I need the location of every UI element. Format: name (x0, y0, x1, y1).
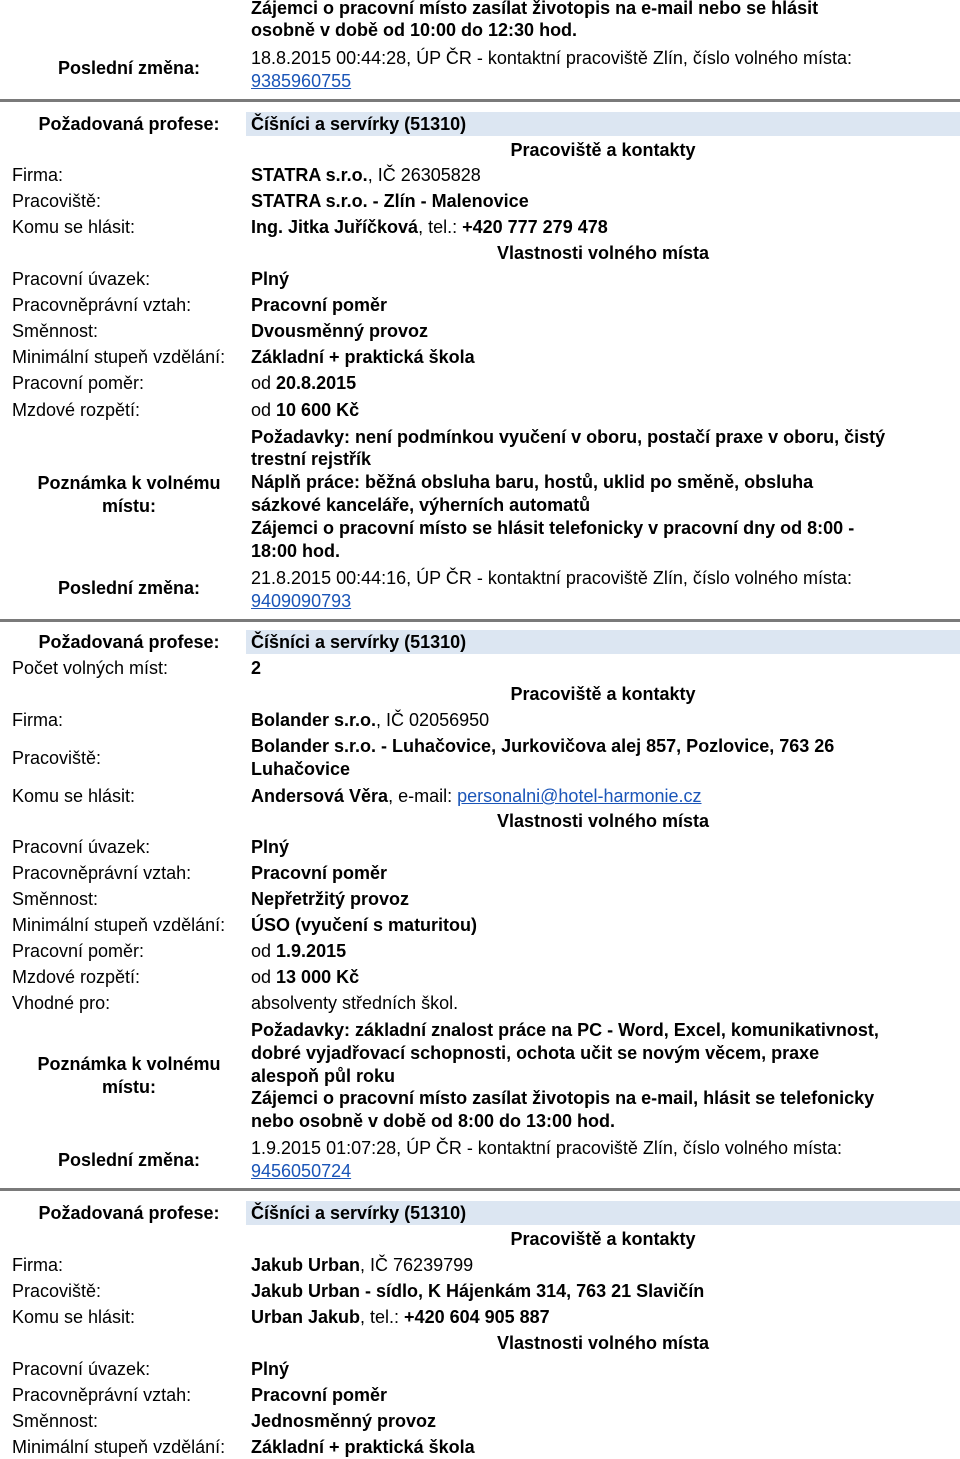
firm-label: Firma: (12, 1255, 63, 1275)
note-line: osobně v době od 10:00 do 12:30 hod. (251, 20, 578, 40)
job-number-link-wrap (251, 1160, 351, 1183)
workload-label: Pracovní úvazek: (12, 269, 151, 289)
salary-label: Mzdové rozpětí: (12, 967, 141, 987)
salary-value: od 10 600 Kč (251, 400, 360, 420)
shift-value: Jednosměnný provoz (251, 1411, 437, 1431)
profession-label: Požadovaná profese: (38, 632, 220, 652)
email-link[interactable]: personalni@hotel-harmonie.cz (457, 786, 702, 806)
last-change-label: Poslední změna: (57, 1150, 201, 1170)
start-date-label: Pracovní poměr: (12, 373, 145, 393)
note-line: alespoň půl roku (251, 1066, 396, 1086)
separator (0, 99, 960, 102)
note-line: Požadavky: základní znalost práce na PC - Word, Excel, komunikativnost, (251, 1020, 879, 1040)
job-number-link[interactable]: 9385960755 (251, 71, 352, 91)
vacancies-value: 2 (251, 658, 262, 678)
section-title-contacts: Pracoviště a kontakty (510, 684, 696, 704)
section-title-properties: Vlastnosti volného místa (496, 1333, 710, 1353)
section-title-properties: Vlastnosti volného místa (496, 811, 710, 831)
note-line: sázkové kanceláře, výherních automatů (251, 495, 591, 515)
workplace-value: Jakub Urban - sídlo, K Hájenkám 314, 763 21 Slavičín (251, 1281, 705, 1301)
note-line: Zájemci o pracovní místo zasílat životopis na e-mail, hlásit se telefonicky (251, 1088, 875, 1108)
note-label: Poznámka k volnému místu: (37, 1054, 221, 1097)
section-title-properties: Vlastnosti volného místa (496, 243, 710, 263)
shift-value: Nepřetržitý provoz (251, 889, 410, 909)
profession-label: Požadovaná profese: (38, 1203, 220, 1223)
salary-label: Mzdové rozpětí: (12, 400, 141, 420)
firm-value: Jakub Urban, IČ 76239799 (251, 1255, 474, 1275)
contact-person-value: Andersová Věra, e-mail: personalni@hotel-harmonie.cz (251, 786, 702, 806)
note-line: 18:00 hod. (251, 541, 341, 561)
separator (0, 1188, 960, 1191)
workload-label: Pracovní úvazek: (12, 1359, 151, 1379)
last-change-label: Poslední změna: (57, 578, 201, 598)
job-number-link-wrap (251, 590, 351, 613)
separator (0, 619, 960, 622)
note-line: Zájemci o pracovní místo zasílat životopis na e-mail nebo se hlásit (251, 0, 819, 18)
last-change-label: Poslední změna: (57, 58, 201, 78)
suitable-for-label: Vhodné pro: (12, 993, 111, 1013)
job-number-link[interactable]: 9456050724 (251, 1161, 352, 1181)
education-label: Minimální stupeň vzdělání: (12, 347, 226, 367)
workplace-label: Pracoviště: (12, 748, 102, 768)
profession-value: Číšníci a servírky (51310) (251, 1203, 467, 1223)
contact-person-label: Komu se hlásit: (12, 1307, 136, 1327)
note-line: Náplň práce: běžná obsluha baru, hostů, uklid po směně, obsluha (251, 472, 814, 492)
profession-value: Číšníci a servírky (51310) (251, 114, 467, 134)
education-value: Základní + praktická škola (251, 1437, 475, 1457)
workload-value: Plný (251, 269, 290, 289)
start-date-value: od 20.8.2015 (251, 373, 357, 393)
employment-relation-label: Pracovněprávní vztah: (12, 1385, 192, 1405)
education-label: Minimální stupeň vzdělání: (12, 1437, 226, 1457)
contact-person-label: Komu se hlásit: (12, 217, 136, 237)
workload-value: Plný (251, 837, 290, 857)
workplace-label: Pracoviště: (12, 1281, 102, 1301)
note-line: dobré vyjadřovací schopnosti, ochota učit se novým věcem, praxe (251, 1043, 820, 1063)
shift-label: Směnnost: (12, 889, 99, 909)
start-date-value: od 1.9.2015 (251, 941, 347, 961)
workplace-value: Luhačovice (251, 759, 351, 779)
job-number-link-wrap (251, 70, 351, 93)
contact-person-value: Ing. Jitka Juříčková, tel.: +420 777 279 478 (251, 217, 608, 237)
profession-value: Číšníci a servírky (51310) (251, 632, 467, 652)
workload-value: Plný (251, 1359, 290, 1379)
last-change-text: 18.8.2015 00:44:28, ÚP ČR - kontaktní pracoviště Zlín, číslo volného místa: (251, 48, 852, 68)
workplace-value: Bolander s.r.o. - Luhačovice, Jurkovičova alej 857, Pozlovice, 763 26 (251, 736, 835, 756)
education-value: ÚSO (vyučení s maturitou) (251, 915, 478, 935)
firm-value: STATRA s.r.o., IČ 26305828 (251, 165, 481, 185)
firm-label: Firma: (12, 165, 63, 185)
employment-relation-value: Pracovní poměr (251, 295, 388, 315)
shift-label: Směnnost: (12, 321, 99, 341)
note-line: Zájemci o pracovní místo se hlásit telefonicky v pracovní dny od 8:00 - (251, 518, 855, 538)
employment-relation-label: Pracovněprávní vztah: (12, 295, 192, 315)
firm-label: Firma: (12, 710, 63, 730)
contact-person-value: Urban Jakub, tel.: +420 604 905 887 (251, 1307, 550, 1327)
education-value: Základní + praktická škola (251, 347, 475, 367)
shift-value: Dvousměnný provoz (251, 321, 429, 341)
salary-value: od 13 000 Kč (251, 967, 360, 987)
shift-label: Směnnost: (12, 1411, 99, 1431)
suitable-for-value: absolventy středních škol. (251, 993, 459, 1013)
note-line: nebo osobně v době od 8:00 do 13:00 hod. (251, 1111, 616, 1131)
workload-label: Pracovní úvazek: (12, 837, 151, 857)
profession-label: Požadovaná profese: (38, 114, 220, 134)
note-line: trestní rejstřík (251, 449, 372, 469)
note-label: Poznámka k volnému místu: (37, 473, 221, 516)
contact-person-label: Komu se hlásit: (12, 786, 136, 806)
workplace-value: STATRA s.r.o. - Zlín - Malenovice (251, 191, 529, 211)
last-change-text: 21.8.2015 00:44:16, ÚP ČR - kontaktní pracoviště Zlín, číslo volného místa: (251, 568, 852, 588)
last-change-text: 1.9.2015 01:07:28, ÚP ČR - kontaktní pracoviště Zlín, číslo volného místa: (251, 1138, 842, 1158)
job-number-link[interactable]: 9409090793 (251, 591, 352, 611)
note-line: Požadavky: není podmínkou vyučení v oboru, postačí praxe v oboru, čistý (251, 427, 886, 447)
firm-value: Bolander s.r.o., IČ 02056950 (251, 710, 490, 730)
vacancies-label: Počet volných míst: (12, 658, 169, 678)
workplace-label: Pracoviště: (12, 191, 102, 211)
employment-relation-value: Pracovní poměr (251, 863, 388, 883)
section-title-contacts: Pracoviště a kontakty (510, 1229, 696, 1249)
employment-relation-value: Pracovní poměr (251, 1385, 388, 1405)
employment-relation-label: Pracovněprávní vztah: (12, 863, 192, 883)
start-date-label: Pracovní poměr: (12, 941, 145, 961)
section-title-contacts: Pracoviště a kontakty (510, 140, 696, 160)
education-label: Minimální stupeň vzdělání: (12, 915, 226, 935)
